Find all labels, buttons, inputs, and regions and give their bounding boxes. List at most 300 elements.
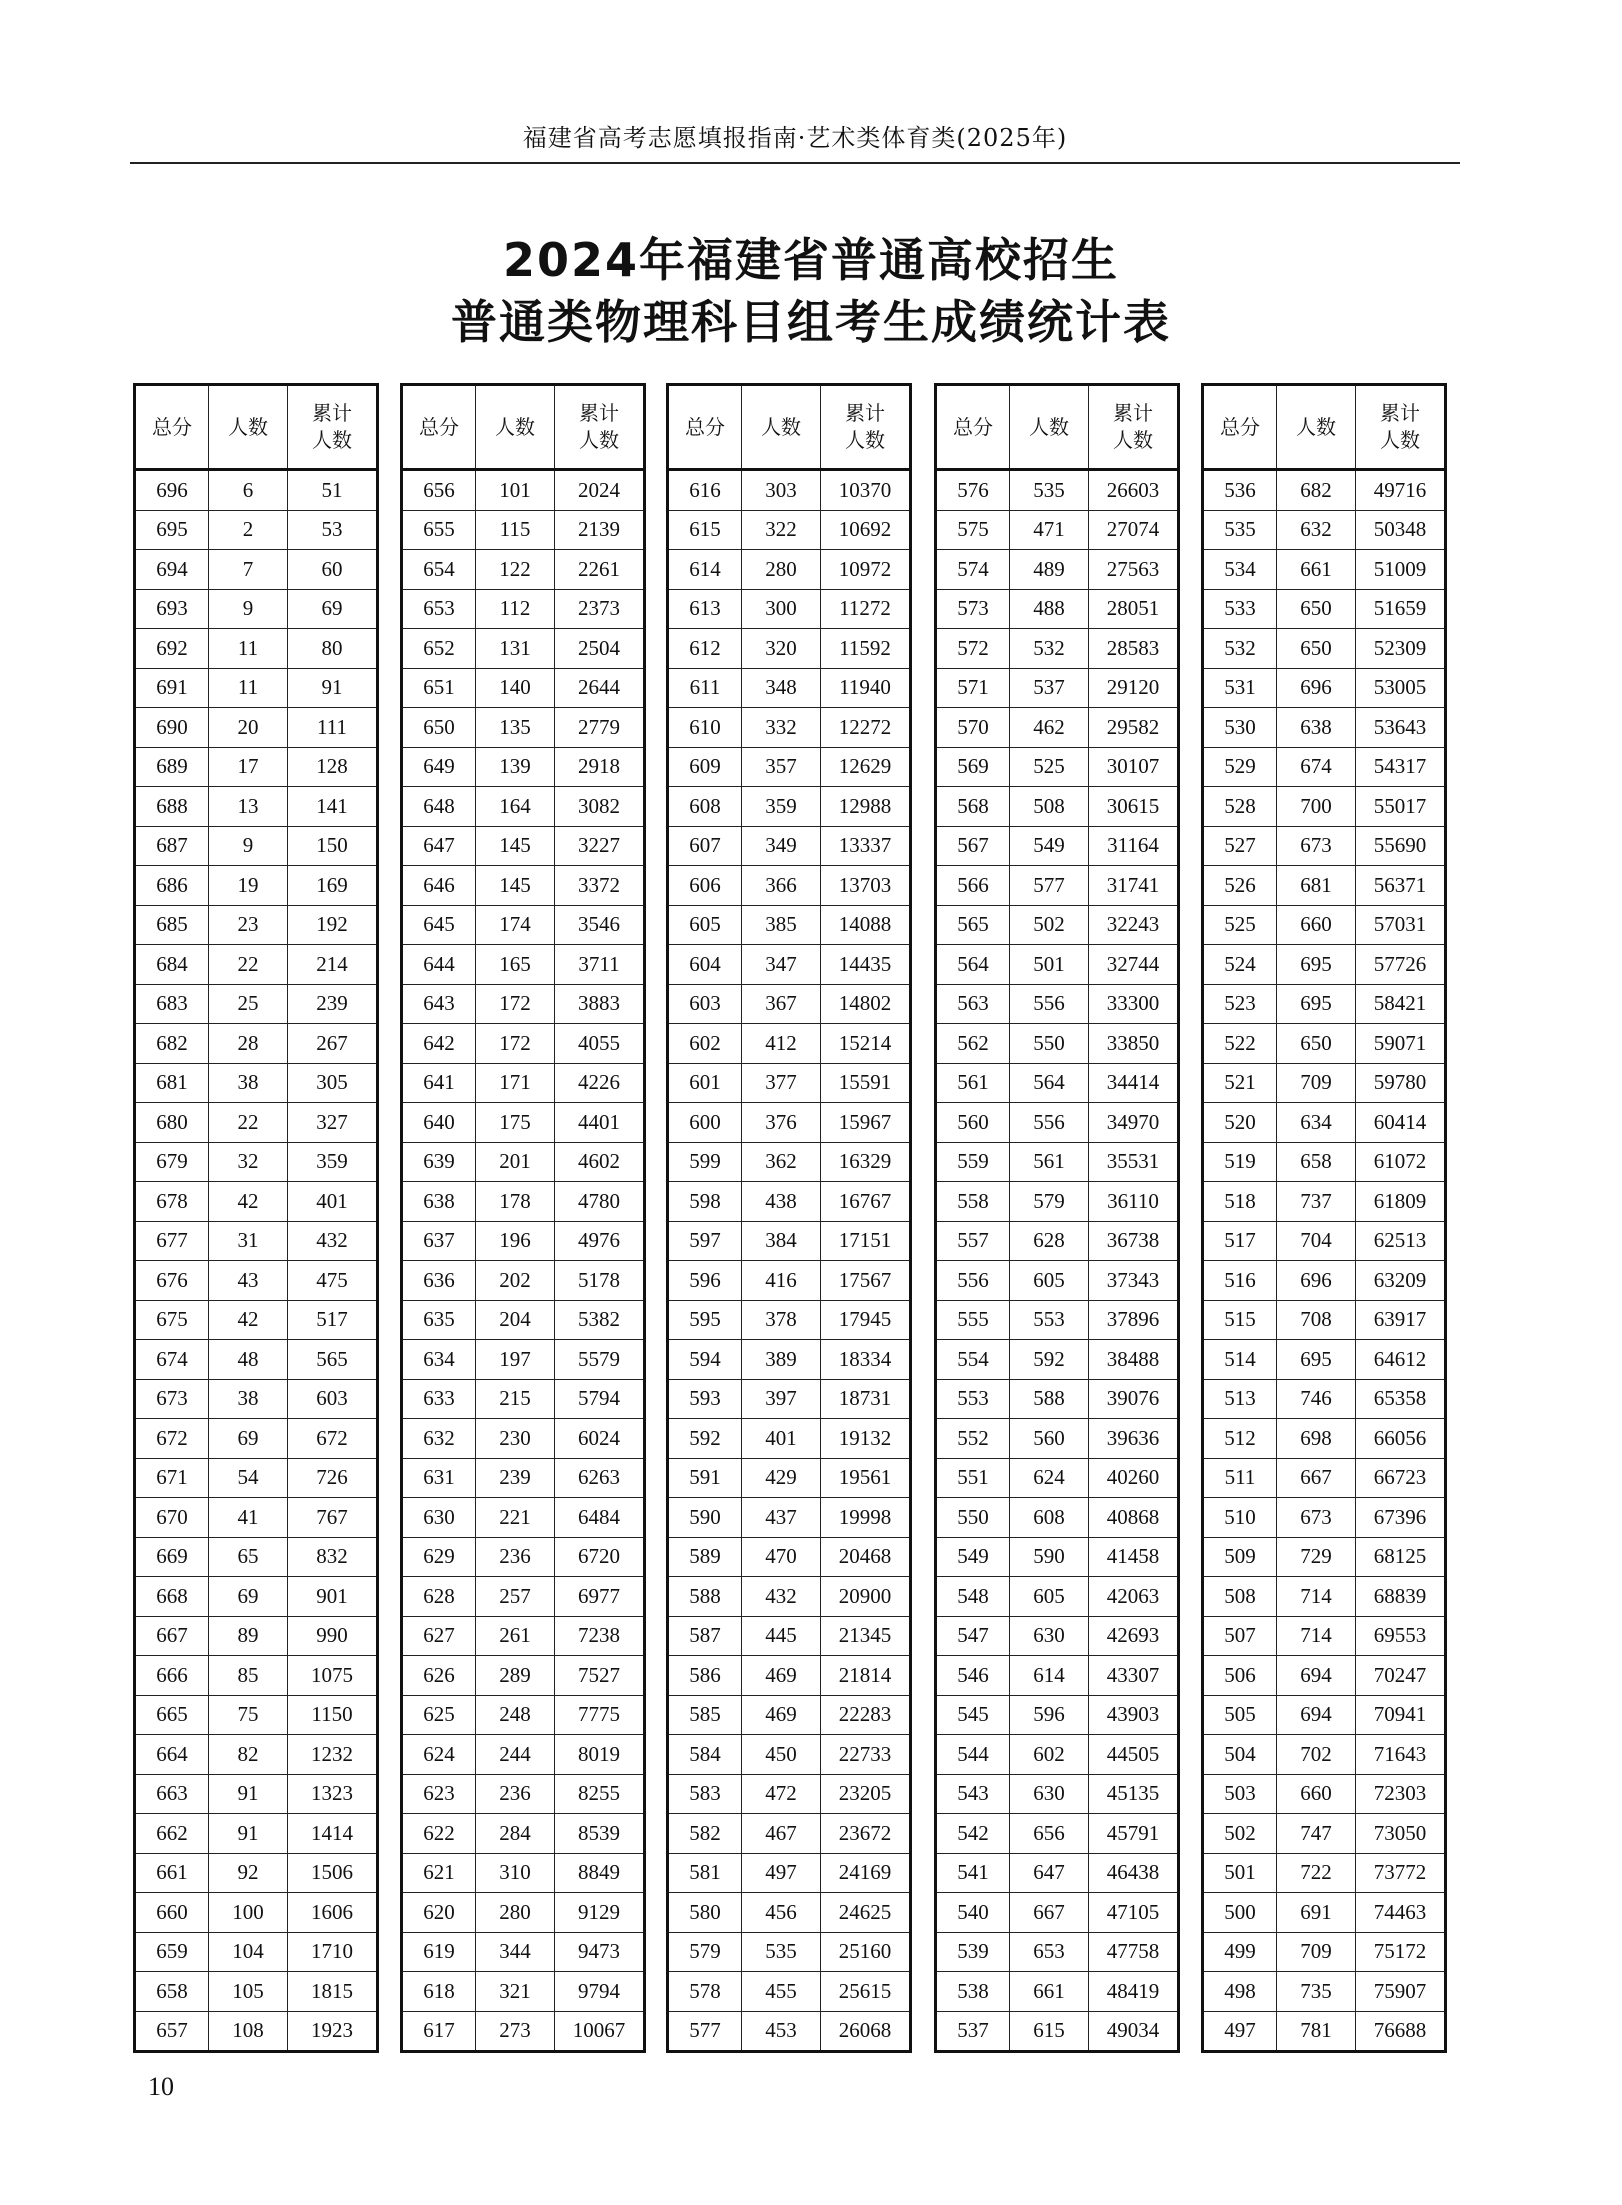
cell-count: 638 (1277, 708, 1356, 748)
cell-score: 557 (936, 1221, 1010, 1261)
cell-score: 661 (135, 1853, 209, 1893)
table-row (936, 1103, 1179, 1143)
header-cumulative: 累计 人数 (1089, 385, 1179, 470)
table-row (668, 1261, 911, 1301)
cell-cumulative: 47758 (1089, 1932, 1179, 1972)
table-row (402, 1695, 645, 1735)
cell-cumulative: 3082 (555, 787, 645, 827)
cell-count: 628 (1010, 1221, 1089, 1261)
cell-count: 429 (742, 1458, 821, 1498)
cell-cumulative: 16767 (821, 1182, 911, 1222)
table-row (1203, 1419, 1446, 1459)
cell-cumulative: 1606 (288, 1893, 378, 1933)
cell-cumulative: 672 (288, 1419, 378, 1459)
cell-cumulative: 31164 (1089, 826, 1179, 866)
cell-score: 686 (135, 866, 209, 906)
score-table-5 (1201, 383, 1447, 2053)
cell-cumulative: 59071 (1356, 1024, 1446, 1064)
cell-cumulative: 36110 (1089, 1182, 1179, 1222)
cell-score: 628 (402, 1577, 476, 1617)
cell-cumulative: 75907 (1356, 1972, 1446, 2012)
table-row (402, 550, 645, 590)
cell-score: 671 (135, 1458, 209, 1498)
table-row (668, 1537, 911, 1577)
cell-score: 543 (936, 1774, 1010, 1814)
cell-count: 673 (1277, 826, 1356, 866)
cell-cumulative: 36738 (1089, 1221, 1179, 1261)
table-row (135, 1972, 378, 2012)
cell-cumulative: 11592 (821, 629, 911, 669)
cell-score: 693 (135, 589, 209, 629)
cell-cumulative: 55017 (1356, 787, 1446, 827)
cell-score: 611 (668, 668, 742, 708)
cell-score: 682 (135, 1024, 209, 1064)
cell-score: 608 (668, 787, 742, 827)
cell-score: 505 (1203, 1695, 1277, 1735)
cell-score: 670 (135, 1498, 209, 1538)
table-header-row (936, 385, 1179, 470)
cell-cumulative: 10692 (821, 510, 911, 550)
cell-cumulative: 39076 (1089, 1379, 1179, 1419)
cell-cumulative: 359 (288, 1142, 378, 1182)
table-row (936, 747, 1179, 787)
cell-score: 572 (936, 629, 1010, 669)
cell-count: 2 (209, 510, 288, 550)
cell-count: 537 (1010, 668, 1089, 708)
cell-cumulative: 19561 (821, 1458, 911, 1498)
cell-score: 562 (936, 1024, 1010, 1064)
cell-count: 696 (1277, 668, 1356, 708)
cell-score: 545 (936, 1695, 1010, 1735)
cell-cumulative: 141 (288, 787, 378, 827)
cell-score: 561 (936, 1063, 1010, 1103)
cell-cumulative: 66056 (1356, 1419, 1446, 1459)
cell-score: 585 (668, 1695, 742, 1735)
cell-count: 550 (1010, 1024, 1089, 1064)
table-row (135, 1182, 378, 1222)
cell-score: 577 (668, 2011, 742, 2052)
cell-cumulative: 22733 (821, 1735, 911, 1775)
cell-count: 105 (209, 1972, 288, 2012)
cell-score: 506 (1203, 1656, 1277, 1696)
cell-count: 682 (1277, 470, 1356, 511)
cell-score: 663 (135, 1774, 209, 1814)
cell-score: 603 (668, 984, 742, 1024)
cell-cumulative: 51 (288, 470, 378, 511)
cell-score: 660 (135, 1893, 209, 1933)
cell-cumulative: 76688 (1356, 2011, 1446, 2052)
table-row (1203, 1458, 1446, 1498)
table-row (1203, 1024, 1446, 1064)
cell-cumulative: 15214 (821, 1024, 911, 1064)
table-row (936, 1340, 1179, 1380)
cell-count: 91 (209, 1774, 288, 1814)
cell-cumulative: 16329 (821, 1142, 911, 1182)
cell-score: 579 (668, 1932, 742, 1972)
cell-score: 596 (668, 1261, 742, 1301)
cell-score: 681 (135, 1063, 209, 1103)
cell-cumulative: 2504 (555, 629, 645, 669)
cell-count: 614 (1010, 1656, 1089, 1696)
cell-score: 509 (1203, 1537, 1277, 1577)
cell-cumulative: 1815 (288, 1972, 378, 2012)
cell-cumulative: 50348 (1356, 510, 1446, 550)
cell-count: 104 (209, 1932, 288, 1972)
table-row (402, 826, 645, 866)
cell-score: 589 (668, 1537, 742, 1577)
cell-score: 508 (1203, 1577, 1277, 1617)
cell-count: 722 (1277, 1853, 1356, 1893)
table-row (402, 1024, 645, 1064)
cell-count: 602 (1010, 1735, 1089, 1775)
cell-count: 560 (1010, 1419, 1089, 1459)
header-score: 总分 (402, 385, 476, 470)
table-row (936, 905, 1179, 945)
cell-cumulative: 51659 (1356, 589, 1446, 629)
cell-count: 347 (742, 945, 821, 985)
cell-score: 684 (135, 945, 209, 985)
cell-cumulative: 91 (288, 668, 378, 708)
table-row (936, 1932, 1179, 1972)
cell-count: 401 (742, 1419, 821, 1459)
cell-score: 502 (1203, 1814, 1277, 1854)
cell-score: 605 (668, 905, 742, 945)
cell-score: 542 (936, 1814, 1010, 1854)
cell-score: 667 (135, 1616, 209, 1656)
cell-count: 145 (476, 826, 555, 866)
cell-score: 548 (936, 1577, 1010, 1617)
cell-count: 273 (476, 2011, 555, 2052)
cell-score: 570 (936, 708, 1010, 748)
table-row (135, 787, 378, 827)
cell-cumulative: 4780 (555, 1182, 645, 1222)
table-row (135, 1063, 378, 1103)
table-row (1203, 826, 1446, 866)
cell-count: 658 (1277, 1142, 1356, 1182)
table-row (1203, 1853, 1446, 1893)
cell-score: 694 (135, 550, 209, 590)
table-row (936, 550, 1179, 590)
table-row (1203, 1932, 1446, 1972)
cell-count: 201 (476, 1142, 555, 1182)
table-row (402, 1142, 645, 1182)
table-row (1203, 1379, 1446, 1419)
table-row (668, 1300, 911, 1340)
cell-count: 280 (742, 550, 821, 590)
cell-score: 649 (402, 747, 476, 787)
table-row (402, 1458, 645, 1498)
cell-score: 647 (402, 826, 476, 866)
table-row (402, 1853, 645, 1893)
cell-count: 729 (1277, 1537, 1356, 1577)
table-row (402, 510, 645, 550)
table-row (402, 2011, 645, 2052)
table-row (402, 1103, 645, 1143)
table-row (402, 708, 645, 748)
cell-score: 595 (668, 1300, 742, 1340)
cell-score: 668 (135, 1577, 209, 1617)
cell-cumulative: 69553 (1356, 1616, 1446, 1656)
cell-score: 552 (936, 1419, 1010, 1459)
cell-cumulative: 475 (288, 1261, 378, 1301)
table-row (1203, 787, 1446, 827)
cell-cumulative: 1506 (288, 1853, 378, 1893)
cell-score: 522 (1203, 1024, 1277, 1064)
cell-count: 89 (209, 1616, 288, 1656)
table-row (668, 589, 911, 629)
cell-cumulative: 5794 (555, 1379, 645, 1419)
cell-score: 677 (135, 1221, 209, 1261)
table-row (668, 1458, 911, 1498)
cell-count: 377 (742, 1063, 821, 1103)
cell-cumulative: 17151 (821, 1221, 911, 1261)
table-row (402, 1182, 645, 1222)
header-cumulative: 累计 人数 (821, 385, 911, 470)
cell-score: 594 (668, 1340, 742, 1380)
cell-score: 674 (135, 1340, 209, 1380)
cell-score: 527 (1203, 826, 1277, 866)
cell-count: 708 (1277, 1300, 1356, 1340)
cell-count: 178 (476, 1182, 555, 1222)
table-row (135, 1300, 378, 1340)
cell-count: 667 (1010, 1893, 1089, 1933)
cell-score: 593 (668, 1379, 742, 1419)
cell-cumulative: 327 (288, 1103, 378, 1143)
cell-cumulative: 7527 (555, 1656, 645, 1696)
cell-cumulative: 70941 (1356, 1695, 1446, 1735)
cell-count: 695 (1277, 1340, 1356, 1380)
cell-count: 653 (1010, 1932, 1089, 1972)
cell-cumulative: 58421 (1356, 984, 1446, 1024)
table-row (668, 1340, 911, 1380)
cell-cumulative: 40260 (1089, 1458, 1179, 1498)
cell-count: 11 (209, 668, 288, 708)
table-row (668, 470, 911, 511)
table-header-row (402, 385, 645, 470)
cell-score: 632 (402, 1419, 476, 1459)
cell-count: 702 (1277, 1735, 1356, 1775)
cell-cumulative: 5178 (555, 1261, 645, 1301)
cell-count: 556 (1010, 984, 1089, 1024)
cell-cumulative: 21814 (821, 1656, 911, 1696)
cell-score: 690 (135, 708, 209, 748)
cell-score: 643 (402, 984, 476, 1024)
cell-count: 248 (476, 1695, 555, 1735)
cell-cumulative: 37343 (1089, 1261, 1179, 1301)
cell-score: 601 (668, 1063, 742, 1103)
cell-count: 590 (1010, 1537, 1089, 1577)
cell-count: 6 (209, 470, 288, 511)
cell-cumulative: 767 (288, 1498, 378, 1538)
table-row (402, 1537, 645, 1577)
table-row (135, 1537, 378, 1577)
table-row (402, 866, 645, 906)
cell-score: 498 (1203, 1972, 1277, 2012)
table-row (135, 1656, 378, 1696)
cell-score: 547 (936, 1616, 1010, 1656)
cell-cumulative: 31741 (1089, 866, 1179, 906)
table-row (135, 1419, 378, 1459)
cell-count: 472 (742, 1774, 821, 1814)
cell-cumulative: 15967 (821, 1103, 911, 1143)
table-row (668, 1221, 911, 1261)
cell-cumulative: 6024 (555, 1419, 645, 1459)
cell-score: 687 (135, 826, 209, 866)
cell-score: 624 (402, 1735, 476, 1775)
table-row (135, 1142, 378, 1182)
cell-cumulative: 13337 (821, 826, 911, 866)
cell-score: 615 (668, 510, 742, 550)
cell-score: 627 (402, 1616, 476, 1656)
cell-count: 321 (476, 1972, 555, 2012)
cell-score: 592 (668, 1419, 742, 1459)
cell-count: 453 (742, 2011, 821, 2052)
cell-count: 532 (1010, 629, 1089, 669)
cell-score: 653 (402, 589, 476, 629)
cell-cumulative: 74463 (1356, 1893, 1446, 1933)
cell-cumulative: 57031 (1356, 905, 1446, 945)
cell-cumulative: 6720 (555, 1537, 645, 1577)
cell-count: 122 (476, 550, 555, 590)
header-count: 人数 (209, 385, 288, 470)
cell-score: 551 (936, 1458, 1010, 1498)
cell-score: 530 (1203, 708, 1277, 748)
table-row (402, 1735, 645, 1775)
table-row (135, 1577, 378, 1617)
cell-count: 11 (209, 629, 288, 669)
table-header-row (135, 385, 378, 470)
cell-count: 471 (1010, 510, 1089, 550)
table-row (402, 1261, 645, 1301)
table-row (936, 1577, 1179, 1617)
table-row (135, 747, 378, 787)
cell-count: 588 (1010, 1379, 1089, 1419)
cell-score: 626 (402, 1656, 476, 1696)
cell-score: 656 (402, 470, 476, 511)
cell-count: 112 (476, 589, 555, 629)
cell-count: 634 (1277, 1103, 1356, 1143)
cell-score: 514 (1203, 1340, 1277, 1380)
cell-score: 540 (936, 1893, 1010, 1933)
cell-score: 550 (936, 1498, 1010, 1538)
cell-count: 592 (1010, 1340, 1089, 1380)
table-row (135, 1853, 378, 1893)
cell-score: 584 (668, 1735, 742, 1775)
cell-cumulative: 47105 (1089, 1893, 1179, 1933)
cell-cumulative: 62513 (1356, 1221, 1446, 1261)
table-row (135, 2011, 378, 2052)
cell-count: 384 (742, 1221, 821, 1261)
cell-score: 541 (936, 1853, 1010, 1893)
table-row (1203, 1182, 1446, 1222)
cell-score: 536 (1203, 470, 1277, 511)
table-row (1203, 905, 1446, 945)
table-row (936, 1261, 1179, 1301)
table-row (668, 826, 911, 866)
table-row (668, 1695, 911, 1735)
cell-score: 691 (135, 668, 209, 708)
cell-score: 558 (936, 1182, 1010, 1222)
cell-count: 661 (1010, 1972, 1089, 2012)
cell-count: 135 (476, 708, 555, 748)
table-row (1203, 945, 1446, 985)
cell-count: 489 (1010, 550, 1089, 590)
cell-count: 9 (209, 826, 288, 866)
cell-score: 683 (135, 984, 209, 1024)
cell-cumulative: 603 (288, 1379, 378, 1419)
cell-count: 681 (1277, 866, 1356, 906)
table-row (402, 589, 645, 629)
cell-cumulative: 19998 (821, 1498, 911, 1538)
cell-count: 549 (1010, 826, 1089, 866)
cell-cumulative: 21345 (821, 1616, 911, 1656)
cell-score: 689 (135, 747, 209, 787)
cell-cumulative: 33300 (1089, 984, 1179, 1024)
table-row (402, 1300, 645, 1340)
cell-score: 662 (135, 1814, 209, 1854)
table-row (936, 589, 1179, 629)
cell-score: 659 (135, 1932, 209, 1972)
table-row (668, 1932, 911, 1972)
table-row (402, 1616, 645, 1656)
cell-score: 568 (936, 787, 1010, 827)
cell-cumulative: 2024 (555, 470, 645, 511)
table-row (936, 1024, 1179, 1064)
cell-cumulative: 2779 (555, 708, 645, 748)
cell-cumulative: 8849 (555, 1853, 645, 1893)
cell-score: 583 (668, 1774, 742, 1814)
header-count: 人数 (742, 385, 821, 470)
table-row (936, 1774, 1179, 1814)
cell-count: 660 (1277, 1774, 1356, 1814)
cell-cumulative: 4226 (555, 1063, 645, 1103)
cell-score: 652 (402, 629, 476, 669)
table-row (668, 1024, 911, 1064)
cell-score: 515 (1203, 1300, 1277, 1340)
page-title-line-2: 普通类物理科目组考生成绩统计表 (451, 295, 1171, 349)
cell-count: 42 (209, 1300, 288, 1340)
cell-cumulative: 17945 (821, 1300, 911, 1340)
table-row (402, 1419, 645, 1459)
cell-cumulative: 2373 (555, 589, 645, 629)
cell-count: 85 (209, 1656, 288, 1696)
cell-cumulative: 42063 (1089, 1577, 1179, 1617)
table-row (135, 1024, 378, 1064)
cell-count: 100 (209, 1893, 288, 1933)
cell-score: 637 (402, 1221, 476, 1261)
cell-score: 500 (1203, 1893, 1277, 1933)
header-score: 总分 (1203, 385, 1277, 470)
table-row (936, 1853, 1179, 1893)
cell-count: 140 (476, 668, 555, 708)
cell-score: 599 (668, 1142, 742, 1182)
cell-count: 450 (742, 1735, 821, 1775)
cell-score: 501 (1203, 1853, 1277, 1893)
cell-score: 563 (936, 984, 1010, 1024)
cell-score: 531 (1203, 668, 1277, 708)
cell-score: 511 (1203, 1458, 1277, 1498)
table-row (1203, 1221, 1446, 1261)
cell-count: 38 (209, 1063, 288, 1103)
cell-count: 630 (1010, 1774, 1089, 1814)
cell-count: 131 (476, 629, 555, 669)
cell-count: 746 (1277, 1379, 1356, 1419)
table-row (668, 1972, 911, 2012)
cell-count: 23 (209, 905, 288, 945)
cell-count: 508 (1010, 787, 1089, 827)
cell-cumulative: 71643 (1356, 1735, 1446, 1775)
cell-score: 597 (668, 1221, 742, 1261)
